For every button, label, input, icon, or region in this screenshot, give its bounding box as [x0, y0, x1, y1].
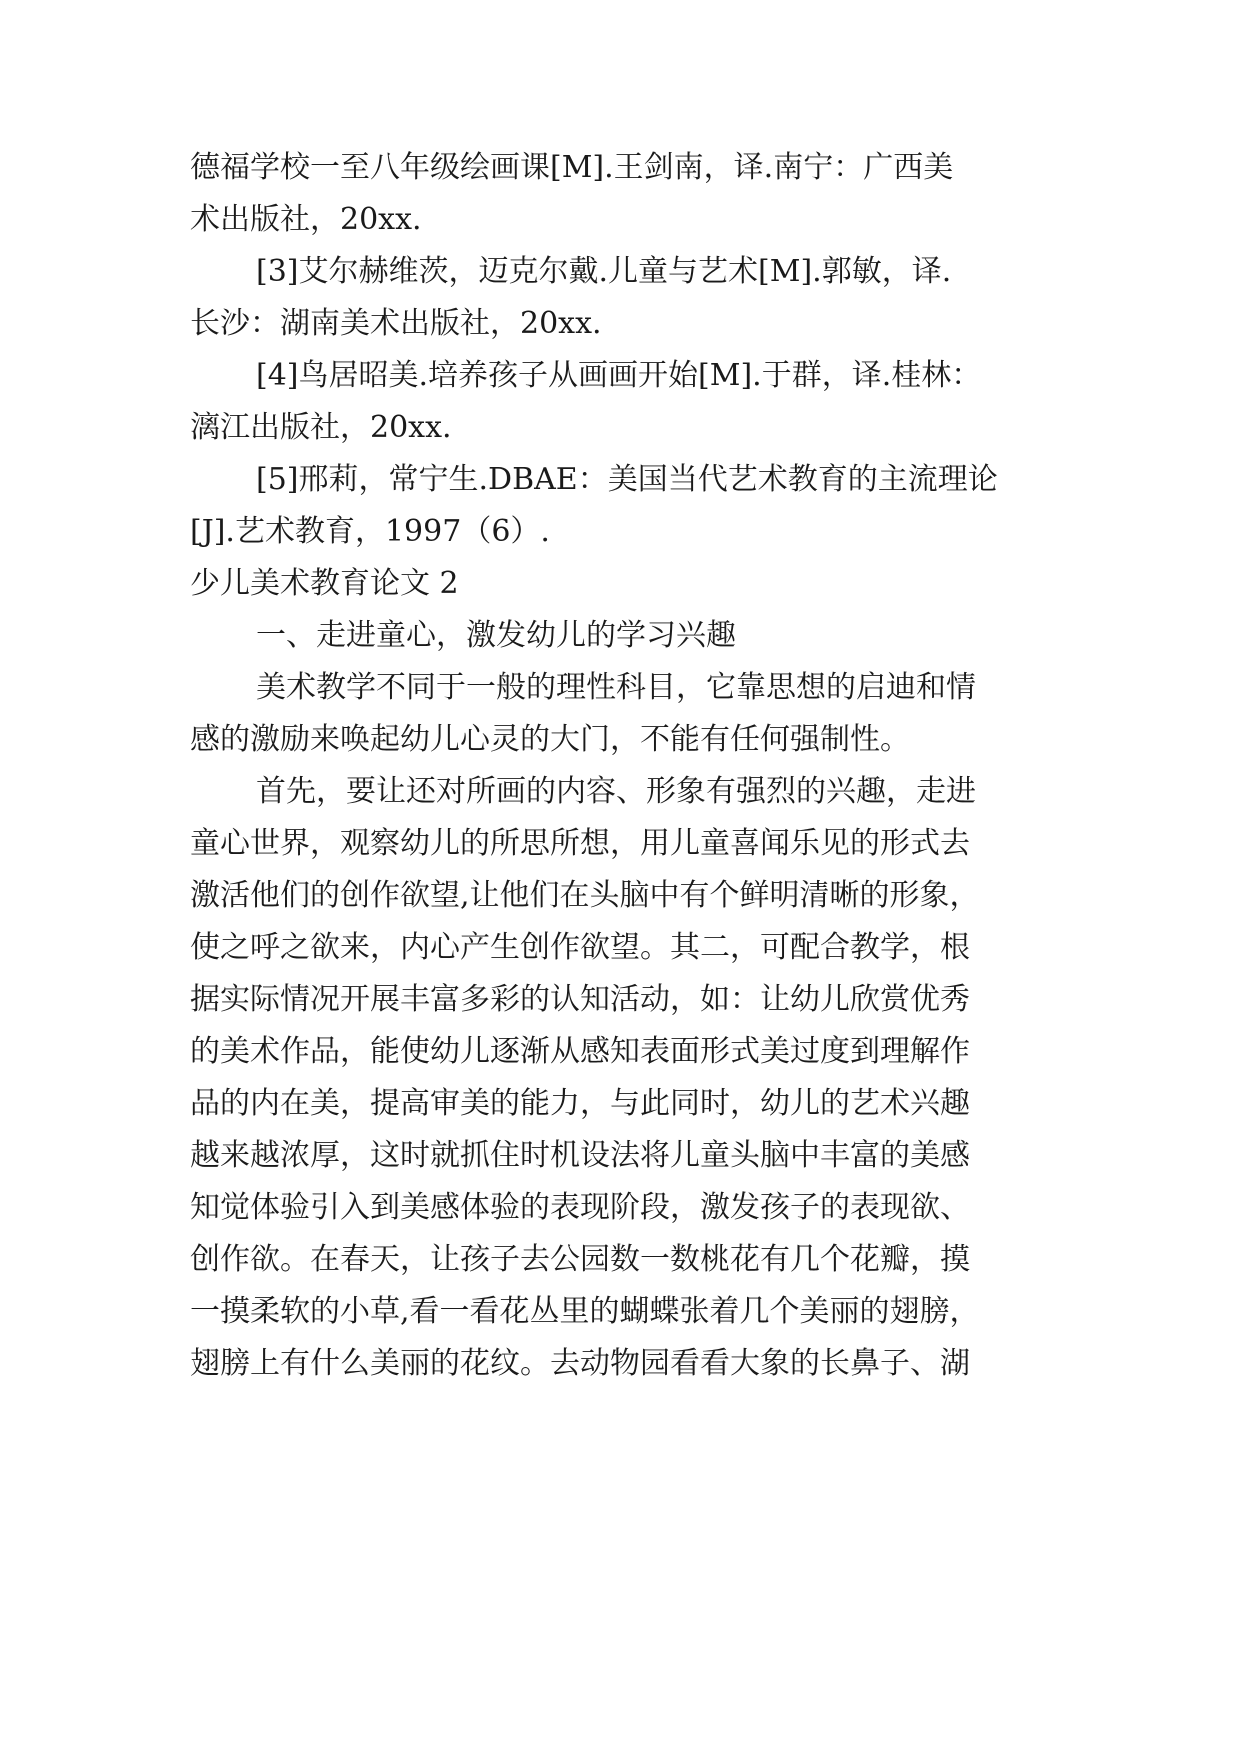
article-title: 少儿美术教育论文 2	[190, 566, 459, 601]
reference-3-line-1: [3]艾尔赫维茨，迈克尔戴.儿童与艺术[M].郭敏，译.	[256, 254, 952, 289]
section-heading: 一、走进童心，激发幼儿的学习兴趣	[256, 618, 736, 653]
paragraph-2-line-1: 首先，要让还对所画的内容、形象有强烈的兴趣，走进	[256, 774, 976, 809]
reference-4-line-1: [4]鸟居昭美.培养孩子从画画开始[M].于群，译.桂林：	[256, 358, 982, 393]
paragraph-1-line-1: 美术教学不同于一般的理性科目，它靠思想的启迪和情	[256, 670, 976, 705]
paragraph-2-line-11: 一摸柔软的小草,看一看花丛里的蝴蝶张着几个美丽的翅膀，	[190, 1294, 980, 1329]
paragraph-2-line-5: 据实际情况开展丰富多彩的认知活动，如：让幼儿欣赏优秀	[190, 982, 970, 1017]
reference-2-continued-line-1: 德福学校一至八年级绘画课[M].王剑南，译.南宁：广西美	[190, 150, 954, 185]
reference-4-line-2: 漓江出版社，20xx.	[190, 410, 452, 445]
reference-5-line-2: [J].艺术教育，1997（6）.	[190, 514, 550, 549]
paragraph-2-line-2: 童心世界，观察幼儿的所思所想，用儿童喜闻乐见的形式去	[190, 826, 970, 861]
paragraph-1-line-2: 感的激励来唤起幼儿心灵的大门，不能有任何强制性。	[190, 722, 910, 757]
paragraph-2-line-4: 使之呼之欲来，内心产生创作欲望。其二，可配合教学，根	[190, 930, 970, 965]
paragraph-2-line-3: 激活他们的创作欲望,让他们在头脑中有个鲜明清晰的形象，	[190, 878, 980, 913]
paragraph-2-line-10: 创作欲。在春天，让孩子去公园数一数桃花有几个花瓣，摸	[190, 1242, 970, 1277]
paragraph-2-line-9: 知觉体验引入到美感体验的表现阶段，激发孩子的表现欲、	[190, 1190, 970, 1225]
reference-2-continued-line-2: 术出版社，20xx.	[190, 202, 422, 237]
paragraph-2-line-8: 越来越浓厚，这时就抓住时机设法将儿童头脑中丰富的美感	[190, 1138, 970, 1173]
reference-5-line-1: [5]邢莉，常宁生.DBAE：美国当代艺术教育的主流理论	[256, 462, 998, 497]
reference-3-line-2: 长沙：湖南美术出版社，20xx.	[190, 306, 602, 341]
paragraph-2-line-12: 翅膀上有什么美丽的花纹。去动物园看看大象的长鼻子、湖	[190, 1346, 970, 1381]
paragraph-2-line-7: 品的内在美，提高审美的能力，与此同时，幼儿的艺术兴趣	[190, 1086, 970, 1121]
paragraph-2-line-6: 的美术作品，能使幼儿逐渐从感知表面形式美过度到理解作	[190, 1034, 970, 1069]
